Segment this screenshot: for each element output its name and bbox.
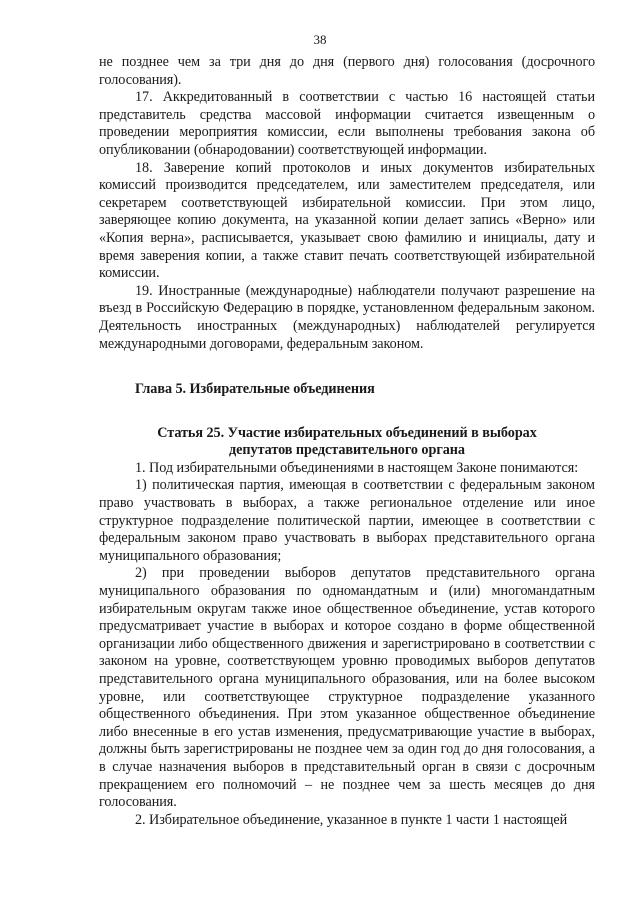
chapter-title: Глава 5. Избирательные объединения xyxy=(135,381,375,398)
article-item-1: 1) политическая партия, имеющая в соответствии с федеральным законом право участвовать в выборах, а также региональное отделение или иное структурное подразделение политической партии, имеющее в соответствии с федеральным законом право участвовать в выборах представительного органа муниципального образования; xyxy=(99,477,595,564)
article-paragraph-1: 1. Под избирательными объединениями в настоящем Законе понимаются: xyxy=(135,459,579,476)
article-title: Статья 25. Участие избирательных объединений в выборах депутатов представительного органа xyxy=(157,424,537,459)
paragraph-17: 17. Аккредитованный в соответствии с частью 16 настоящей статьи представитель средства массовой информации считается извещенным о проведении мероприятия комиссии, если выполнены требования закона об опубликовании (обнародовании) соответствующей информации. xyxy=(99,89,595,158)
paragraph-18: 18. Заверение копий протоколов и иных документов избирательных комиссий производится председателем, или заместителем председателя, или секретарем соответствующей избирательной комиссии. При этом лицо, заверяющее копию документа, на указанной копии делает запись «Верно» или «Копия верна», расписывается, указывает свою фамилию и инициалы, дату и время заверения копии, а также ставит печать соответствующей избирательной комиссии. xyxy=(99,159,595,282)
article-paragraph-2: 2. Избирательное объединение, указанное в пункте 1 части 1 настоящей xyxy=(135,811,568,828)
document-body xyxy=(99,54,595,829)
article-item-2: 2) при проведении выборов депутатов представительного органа муниципального образования по одномандатным и (или) многомандатным избирательным округам также иное общественное объединение, устав которого предусматривает участие в выборах и которое создано в форме общественной организации либо общественного движения и зарегистрировано в соответствии с законом на уровне, соответствующем уровню проводимых выборов депутатов представительного органа муниципального образования, или на более высоком уровне, или соответствующее структурное подразделение указанного общественного объединения. При этом указанное общественное объединение либо внесенные в его устав изменения, предусматривающие участие в выборах, должны быть зарегистрированы не позднее чем за один год до дня голосования, а в случае назначения выборов в представительный орган в связи с досрочным прекращением его полномочий – не позднее чем за шесть месяцев до дня голосования. xyxy=(99,565,595,811)
paragraph-continuation: не позднее чем за три дня до дня (первого дня) голосования (досрочного голосования). xyxy=(99,54,595,88)
paragraph-19: 19. Иностранные (международные) наблюдатели получают разрешение на въезд в Российскую Федерацию в порядке, установленном федеральным законом. Деятельность иностранных (международных) наблюдателей регулируется международными договорами, федеральным законом. xyxy=(99,282,595,352)
page-number: 38 xyxy=(313,32,327,47)
